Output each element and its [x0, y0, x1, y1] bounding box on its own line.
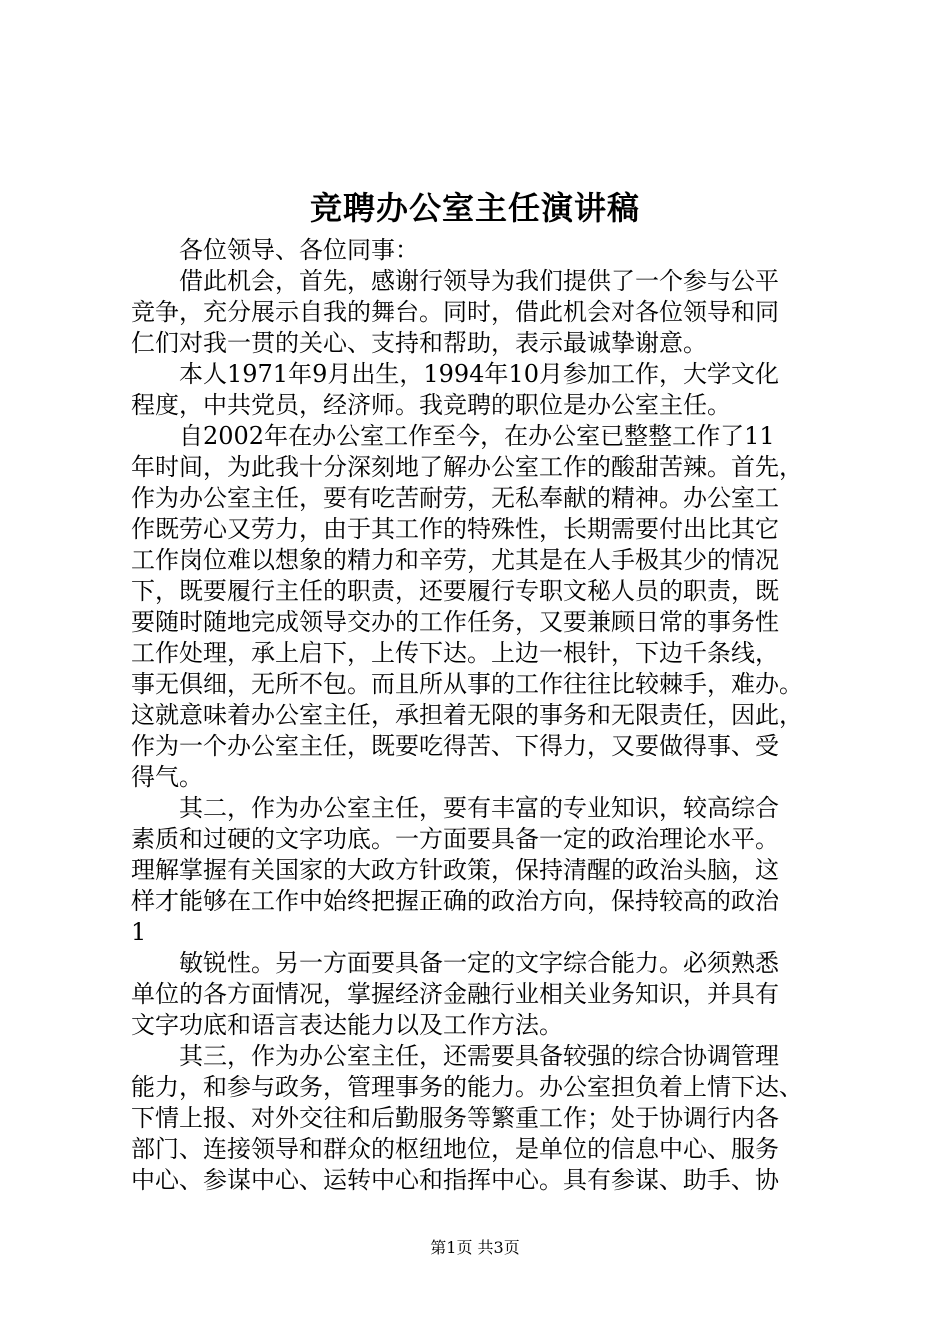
- paragraph-second-point: 其二，作为办公室主任，要有丰富的专业知识，较高综合 素质和过硬的文字功底。一方面要具备一定的政治理论水平。 理解掌握有关国家的大政方针政策，保持清醒的政治头脑，这 样才能够在工作中始终把握正确的政治方向，保持较高的政治: [131, 794, 779, 915]
- paragraph-continuation: 敏锐性。另一方面要具备一定的文字综合能力。必须熟悉 单位的各方面情况，掌握经济金融行业相关业务知识，并具有 文字功底和语言表达能力以及工作方法。: [131, 949, 779, 1039]
- document-title: 竞聘办公室主任演讲稿: [309, 189, 640, 227]
- paragraph-thanks: 借此机会，首先，感谢行领导为我们提供了一个参与公平 竞争，充分展示自我的舞台。同时，借此机会对各位领导和同 仁们对我一贯的关心、支持和帮助，表示最诚挚谢意。: [131, 267, 779, 357]
- paragraph-experience: 自2002年在办公室工作至今，在办公室已整整工作了11 年时间，为此我十分深刻地了解办公室工作的酸甜苦辣。首先， 作为办公室主任，要有吃苦耐劳，无私奉献的精神。办公室工 作既劳心又劳力，由于其工作的特殊性，长期需要付出比其它 工作岗位难以想象的精力和辛劳，尤其是在人手极其少的情况 下，既要履行主任的职责，还要履行专职文秘人员的职责，既 要随时随地完成领导交办的工作任务，又要兼顾日常的事务性 工作处理，承上启下，上传下达。上边一根针，下边千条线， 事无俱细，无所不包。而且所从事的工作往往比较棘手，难办。 这就意味着办公室主任，承担着无限的事务和无限责任，因此， 作为一个办公室主任，既要吃得苦、下得力，又要做得事、受 得气。: [131, 422, 803, 791]
- page-marker: 1: [131, 918, 147, 946]
- document-body: [131, 235, 831, 1196]
- paragraph-third-point: 其三，作为办公室主任，还需要具备较强的综合协调管理 能力，和参与政务，管理事务的能力。办公室担负着上情下达、 下情上报、对外交往和后勤服务等繁重工作；处于协调行内各 部门、连接领导和群众的枢纽地位，是单位的信息中心、服务 中心、参谋中心、运转中心和指挥中心。具有参谋、助手、协: [131, 1042, 803, 1194]
- page-footer: 第1页 共3页: [430, 1238, 520, 1257]
- paragraph-greeting: 各位领导、各位同事：: [179, 236, 419, 264]
- paragraph-introduction: 本人1971年9月出生，1994年10月参加工作，大学文化 程度，中共党员，经济师。我竞聘的职位是办公室主任。: [131, 360, 779, 419]
